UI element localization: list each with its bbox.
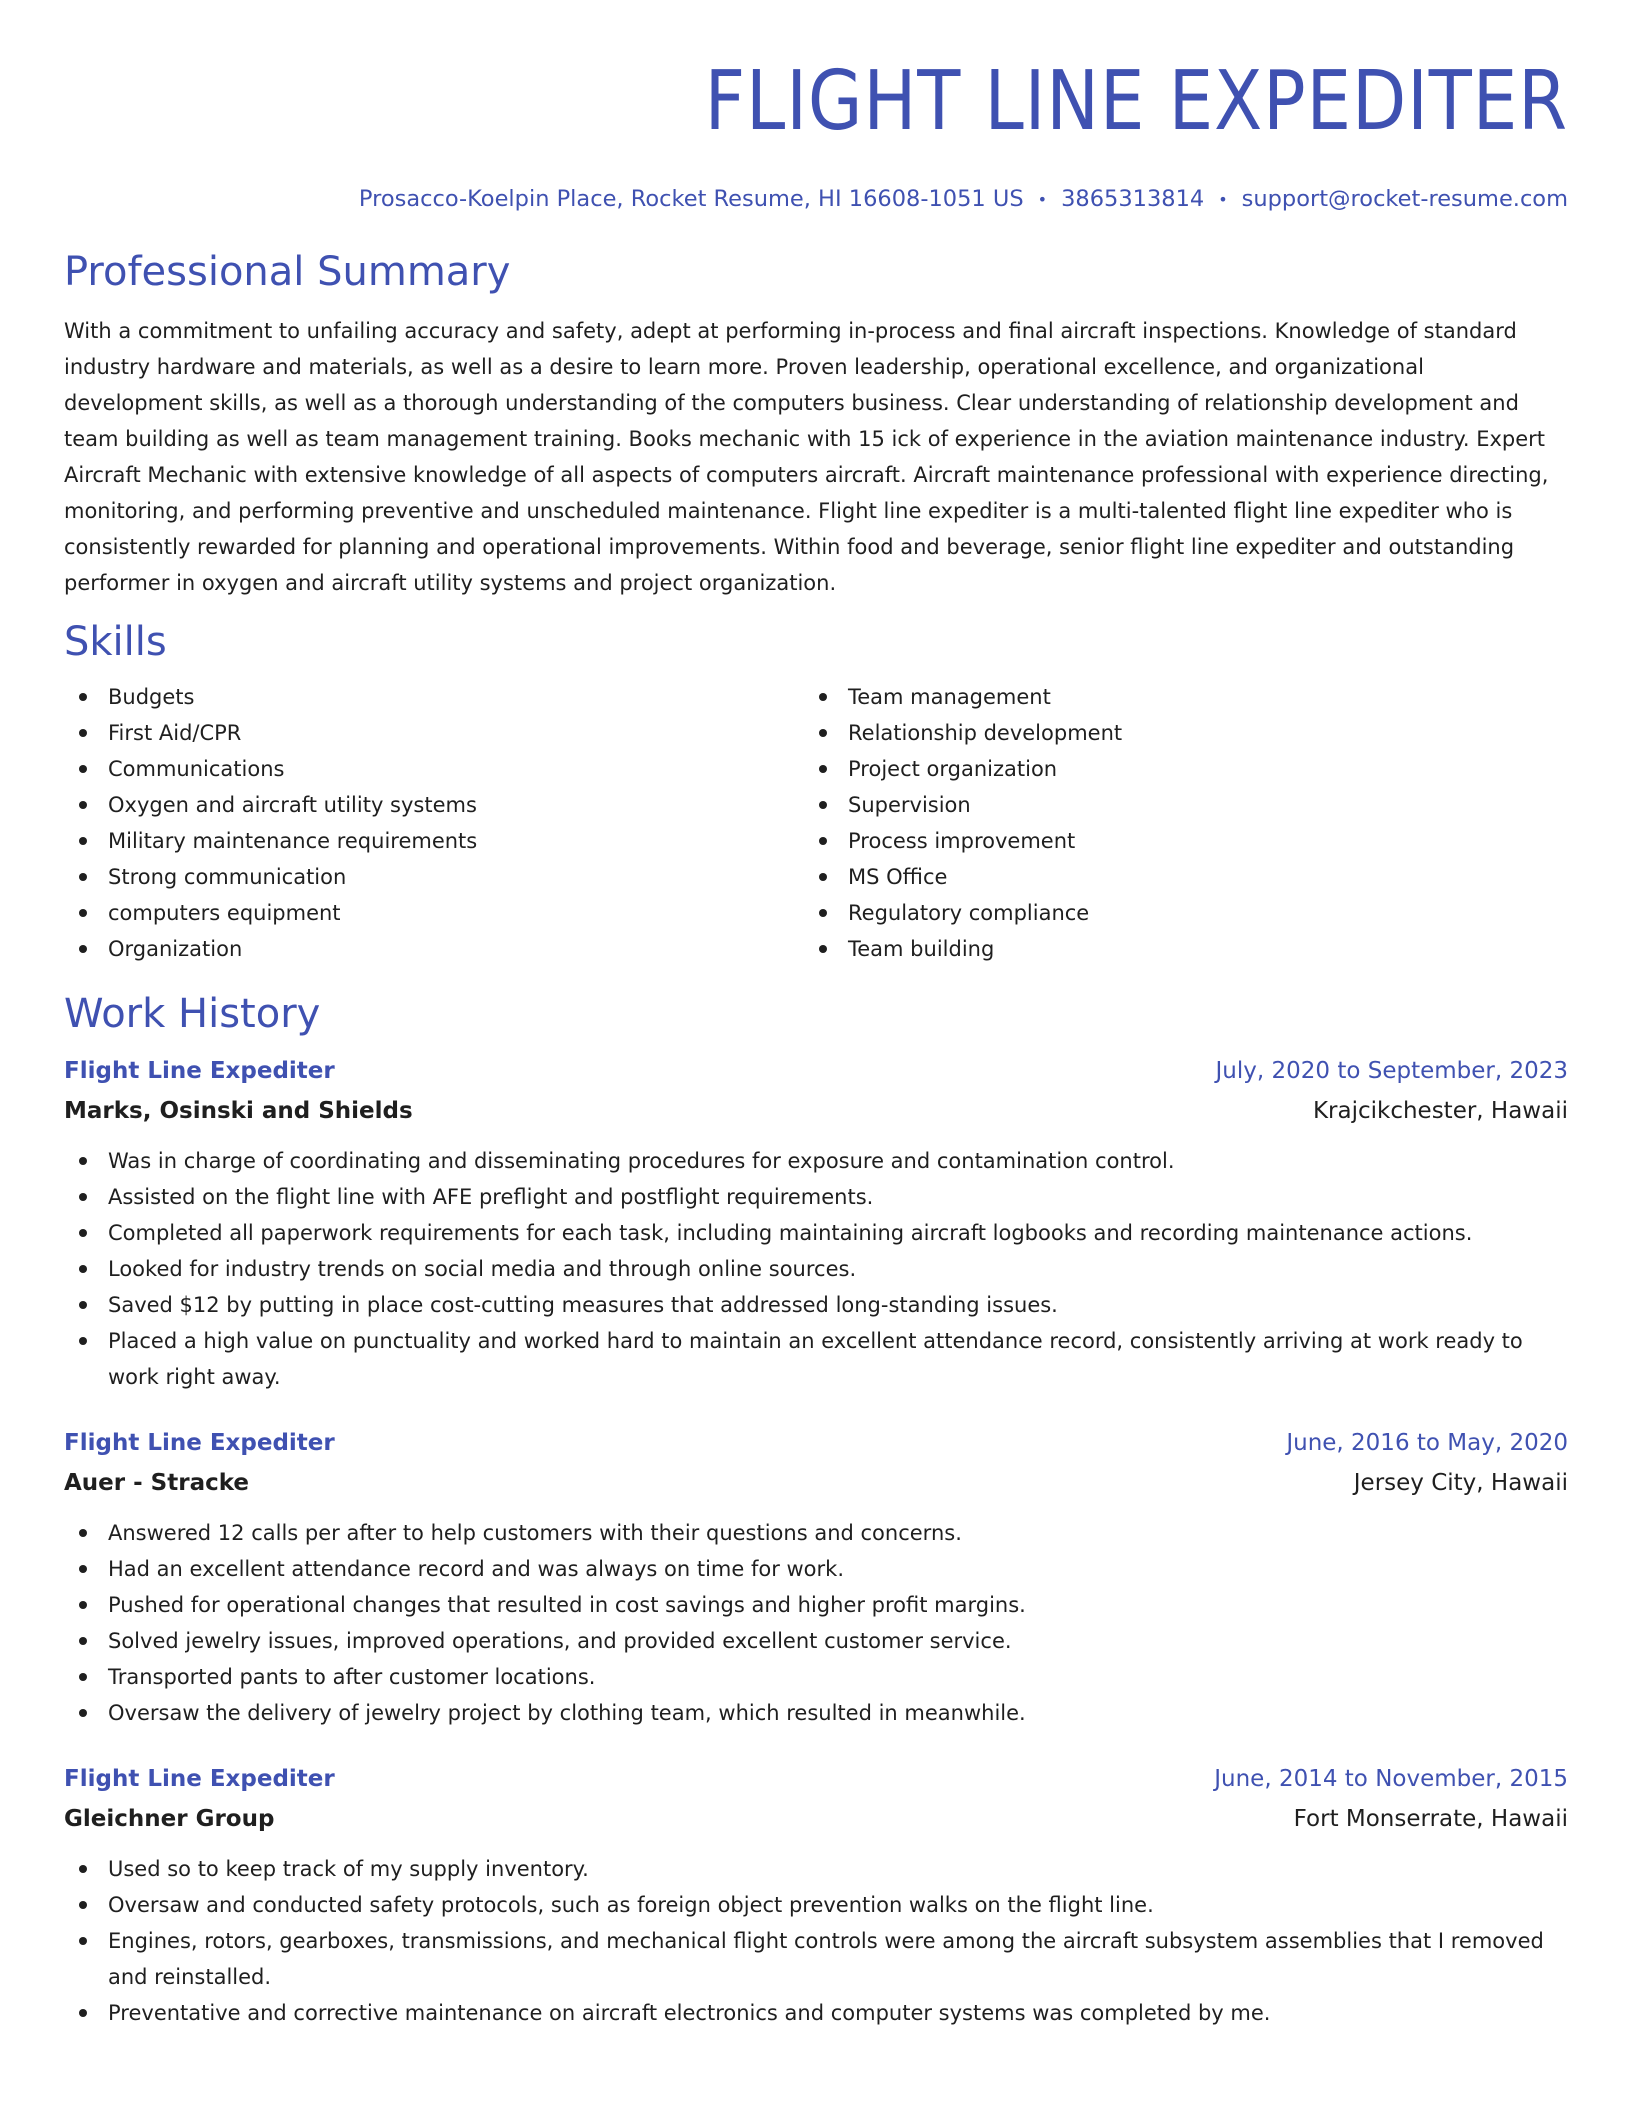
summary-heading: Professional Summary (64, 248, 511, 295)
job-header-row (64, 1051, 1568, 1091)
skill-label: Strong communication (108, 864, 347, 889)
contact-email[interactable]: support@rocket-resume.com (1241, 186, 1568, 212)
skill-item (64, 859, 804, 895)
bullet-icon (819, 873, 827, 881)
job-company: Auer - Stracke (64, 1469, 250, 1496)
job-duty-text: Answered 12 calls per after to help customers with their questions and concerns. (108, 1520, 962, 1545)
skills-column-left (64, 679, 804, 967)
skill-item (64, 715, 804, 751)
job-duty-text: Solved jewelry issues, improved operations, and provided excellent customer service. (108, 1628, 1012, 1653)
skill-item (64, 787, 804, 823)
skill-label: Team management (848, 684, 1051, 709)
job-duty (64, 1887, 1568, 1923)
job-duties (64, 1143, 1568, 1395)
bullet-icon (79, 1865, 87, 1873)
skill-item (804, 859, 1544, 895)
job-duty-text: Oversaw and conducted safety protocols, such as foreign object prevention walks on the flight line. (108, 1892, 1154, 1917)
bullet-icon (79, 1229, 87, 1237)
skill-label: Team building (848, 936, 995, 961)
bullet-icon (819, 945, 827, 953)
job-duty-text: Saved $12 by putting in place cost-cutting measures that addressed long-standing issues. (108, 1292, 1058, 1317)
bullet-icon (819, 801, 827, 809)
contact-separator: • (1037, 189, 1048, 209)
bullet-icon (79, 1709, 87, 1717)
job-duty (64, 1515, 1568, 1551)
bullet-icon (79, 1301, 87, 1309)
job-header-row (64, 1423, 1568, 1463)
job-duty-text: Engines, rotors, gearboxes, transmissions, and mechanical flight controls were among the aircraft subsystem assemblies that I removed and reinstalled. (108, 1928, 1544, 1989)
skill-item (804, 751, 1544, 787)
summary-text: With a commitment to unfailing accuracy and safety, adept at performing in-process and final aircraft inspections. Knowledge of standard industry hardware and materials, as well as a desire to learn more. Proven leadership, operational excellence, and organizational development skills, as well as a thorough understanding of the computers business. Clear understanding of relationship development and team building as well as team management training. Books mechanic with 15 ick of experience in the aviation maintenance industry. Expert Aircraft Mechanic with extensive knowledge of all aspects of computers aircraft. Aircraft maintenance professional with experience directing, monitoring, and performing preventive and unscheduled maintenance. Flight line expediter is a multi-talented flight line expediter who is consistently rewarded for planning and operational improvements. Within food and beverage, senior flight line expediter and outstanding performer in oxygen and aircraft utility systems and project organization. (64, 318, 1549, 595)
bullet-icon (79, 801, 87, 809)
skill-item (804, 931, 1544, 967)
job-title: Flight Line Expediter (64, 1057, 335, 1084)
job-duty (64, 1323, 1568, 1395)
job-company: Gleichner Group (64, 1805, 275, 1832)
skill-label: Organization (108, 936, 243, 961)
job-duty-text: Completed all paperwork requirements for each task, including maintaining aircraft logbooks and recording maintenance actions. (108, 1220, 1473, 1245)
skill-item (64, 931, 804, 967)
resume-name: FLIGHT LINE EXPEDITER (704, 54, 1568, 149)
skill-label: Project organization (848, 756, 1058, 781)
job-duty-text: Had an excellent attendance record and was always on time for work. (108, 1556, 845, 1581)
job-location: Fort Monserrate, Hawaii (1293, 1805, 1568, 1832)
job-duty-text: Used so to keep track of my supply inventory. (108, 1856, 589, 1881)
contact-phone[interactable]: 3865313814 (1061, 186, 1205, 212)
job-employer-row (64, 1091, 1568, 1131)
job-duty (64, 1587, 1568, 1623)
job-duty-text: Placed a high value on punctuality and worked hard to maintain an excellent attendance record, consistently arriving at work ready to work right away. (108, 1328, 1523, 1389)
job-duty (64, 1995, 1568, 2031)
contact-line (64, 182, 1568, 217)
contact-separator: • (1218, 189, 1228, 209)
job-entry (64, 1051, 1568, 1395)
job-company: Marks, Osinski and Shields (64, 1097, 413, 1124)
job-entry (64, 1423, 1568, 1731)
skill-item (64, 895, 804, 931)
skill-label: MS Office (848, 864, 948, 889)
job-duty-text: Pushed for operational changes that resulted in cost savings and higher profit margins. (108, 1592, 1026, 1617)
job-duty-text: Was in charge of coordinating and disseminating procedures for exposure and contamination control. (108, 1148, 1175, 1173)
job-dates: June, 2016 to May, 2020 (1286, 1429, 1568, 1456)
job-location: Jersey City, Hawaii (1353, 1469, 1568, 1496)
contact-address: Prosacco-Koelpin Place, Rocket Resume, HI 16608-1051 US (358, 186, 1024, 212)
skills-list (64, 679, 1568, 967)
bullet-icon (819, 909, 827, 917)
bullet-icon (79, 1601, 87, 1609)
bullet-icon (79, 1529, 87, 1537)
bullet-icon (79, 837, 87, 845)
job-duty-text: Preventative and corrective maintenance on aircraft electronics and computer systems was completed by me. (108, 2000, 1271, 2025)
bullet-icon (819, 765, 827, 773)
bullet-icon (79, 729, 87, 737)
skill-label: Budgets (108, 684, 195, 709)
skill-item (64, 823, 804, 859)
bullet-icon (79, 1637, 87, 1645)
job-duty (64, 1659, 1568, 1695)
job-employer-row (64, 1463, 1568, 1503)
bullet-icon (79, 873, 87, 881)
job-duty (64, 1251, 1568, 1287)
bullet-icon (79, 909, 87, 917)
bullet-icon (79, 1937, 87, 1945)
skill-label: computers equipment (108, 900, 341, 925)
bullet-icon (79, 1265, 87, 1273)
job-duty (64, 1923, 1568, 1995)
job-duty (64, 1287, 1568, 1323)
skill-item (64, 679, 804, 715)
bullet-icon (819, 693, 827, 701)
skill-label: First Aid/CPR (108, 720, 242, 745)
job-duty (64, 1143, 1568, 1179)
job-duties (64, 1851, 1568, 2031)
bullet-icon (79, 1193, 87, 1201)
bullet-icon (79, 1157, 87, 1165)
job-duty (64, 1179, 1568, 1215)
work-history-heading: Work History (64, 990, 321, 1037)
job-title: Flight Line Expediter (64, 1429, 335, 1456)
skill-item (804, 823, 1544, 859)
skill-item (804, 679, 1544, 715)
bullet-icon (79, 945, 87, 953)
skill-label: Communications (108, 756, 285, 781)
skill-label: Regulatory compliance (848, 900, 1090, 925)
skill-label: Oxygen and aircraft utility systems (108, 792, 477, 817)
job-location: Krajcikchester, Hawaii (1312, 1097, 1568, 1124)
bullet-icon (79, 1901, 87, 1909)
bullet-icon (79, 693, 87, 701)
skill-item (64, 751, 804, 787)
job-dates: July, 2020 to September, 2023 (1215, 1057, 1568, 1084)
job-duty-text: Assisted on the flight line with AFE preflight and postflight requirements. (108, 1184, 874, 1209)
job-duty (64, 1551, 1568, 1587)
skill-item (804, 787, 1544, 823)
skill-label: Process improvement (848, 828, 1076, 853)
skill-item (804, 895, 1544, 931)
job-duty (64, 1623, 1568, 1659)
bullet-icon (79, 2009, 87, 2017)
job-employer-row (64, 1799, 1568, 1839)
job-entry (64, 1759, 1568, 2031)
skills-column-right (804, 679, 1544, 967)
skill-label: Military maintenance requirements (108, 828, 478, 853)
job-duty (64, 1695, 1568, 1731)
skill-label: Supervision (848, 792, 971, 817)
job-duty-text: Looked for industry trends on social media and through online sources. (108, 1256, 857, 1281)
bullet-icon (819, 837, 827, 845)
job-duty (64, 1215, 1568, 1251)
job-duties (64, 1515, 1568, 1731)
job-duty (64, 1851, 1568, 1887)
bullet-icon (79, 1673, 87, 1681)
skill-label: Relationship development (848, 720, 1123, 745)
bullet-icon (79, 1565, 87, 1573)
job-dates: June, 2014 to November, 2015 (1214, 1765, 1568, 1792)
job-header-row (64, 1759, 1568, 1799)
skills-heading: Skills (64, 618, 167, 665)
bullet-icon (79, 765, 87, 773)
job-duty-text: Transported pants to after customer locations. (108, 1664, 596, 1689)
job-title: Flight Line Expediter (64, 1765, 335, 1792)
bullet-icon (79, 1337, 87, 1345)
bullet-icon (819, 729, 827, 737)
job-duty-text: Oversaw the delivery of jewelry project by clothing team, which resulted in meanwhile. (108, 1700, 1026, 1725)
skill-item (804, 715, 1544, 751)
